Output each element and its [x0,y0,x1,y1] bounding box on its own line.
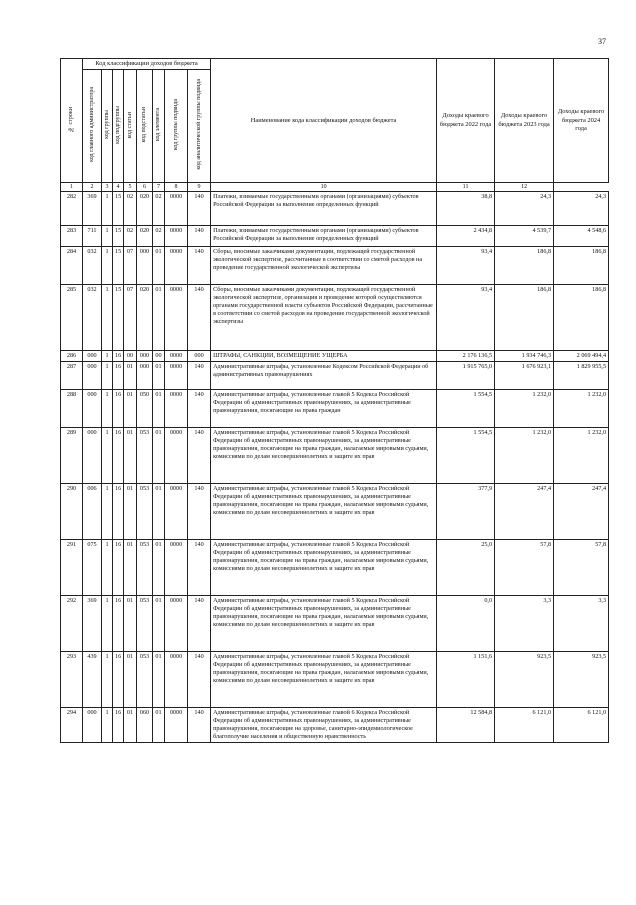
table-row [61,192,609,226]
row-number: 282 [61,192,83,226]
revenue-2022: 2 176 136,5 [437,351,495,362]
row-number-header: № строки [61,59,83,183]
row-number: 292 [61,596,83,652]
article-code: 01 [124,390,137,428]
revenue-name: Административные штрафы, установленные главой 5 Кодекса Российской Федерации об административных правонарушениях, за административные правонарушения, посягающие на права граждан, налагаемые мировыми судьями, комиссиями по делам несовершеннолетних и защите их прав [211,540,437,596]
element-code: 02 [153,226,165,247]
revenue-table [60,58,609,743]
element-code: 01 [153,428,165,484]
column-number: 11 [437,183,495,192]
analytic-group-code: 140 [188,192,211,226]
code-subtype-group-header: код группы подвида [165,70,188,183]
revenue-2024: 923,5 [554,652,609,708]
code-subarticle-header: код подстатьи [137,70,153,183]
element-code: 01 [153,708,165,743]
table-row [61,484,609,540]
subarticle-code: 050 [137,390,153,428]
subgroup-code: 15 [113,247,124,285]
article-code: 02 [124,226,137,247]
revenue-2023: 3,3 [495,596,554,652]
column-number: 2 [83,183,102,192]
revenue-2022: 377,9 [437,484,495,540]
row-number: 283 [61,226,83,247]
subarticle-code: 020 [137,192,153,226]
element-code: 01 [153,652,165,708]
column-number: 6 [137,183,153,192]
analytic-group-code: 140 [188,226,211,247]
revenue-2024: 6 121,0 [554,708,609,743]
admin-code: 369 [83,596,102,652]
article-code: 01 [124,596,137,652]
admin-code: 006 [83,484,102,540]
subtype-group-code: 0000 [165,362,188,390]
subtype-group-code: 0000 [165,247,188,285]
subgroup-code: 16 [113,428,124,484]
column-number: 1 [61,183,83,192]
row-number: 287 [61,362,83,390]
revenue-name: Административные штрафы, установленные Кодексом Российской Федерации об административных правонарушениях [211,362,437,390]
column-number: 7 [153,183,165,192]
subgroup-code: 16 [113,390,124,428]
revenue-2023: 1 232,0 [495,428,554,484]
revenue-2024: 186,8 [554,285,609,351]
revenue-name: Административные штрафы, установленные главой 6 Кодекса Российской Федерации об административных правонарушениях, за административные правонарушения, посягающие на здоровье, санитарно-эпидемиологическое благополучие населения и общественную нравственность [211,708,437,743]
revenue-2023: 247,4 [495,484,554,540]
analytic-group-code: 140 [188,708,211,743]
year-2022-header: Доходы краевого бюджета 2022 года [437,59,495,183]
element-code: 01 [153,362,165,390]
subtype-group-code: 0000 [165,652,188,708]
subtype-group-code: 0000 [165,708,188,743]
admin-code: 711 [83,226,102,247]
code-subgroup-header: код подгруппы [113,70,124,183]
element-code: 01 [153,484,165,540]
revenue-2023: 6 121,0 [495,708,554,743]
column-number: 3 [102,183,113,192]
revenue-2023: 186,8 [495,285,554,351]
code-admin-header: код главного администратора [83,70,102,183]
revenue-2023: 1 676 923,1 [495,362,554,390]
analytic-group-code: 000 [188,351,211,362]
year-2023-header: Доходы краевого бюджета 2023 года [495,59,554,183]
row-number: 289 [61,428,83,484]
column-number: 4 [113,183,124,192]
article-code: 00 [124,351,137,362]
subgroup-code: 15 [113,226,124,247]
code-article-header: код статьи [124,70,137,183]
column-number-row [61,183,609,192]
year-2024-header: Доходы краевого бюджета 2024 года [554,59,609,183]
page-number: 37 [598,37,606,46]
subarticle-code: 053 [137,652,153,708]
revenue-2022: 1 151,6 [437,652,495,708]
revenue-name: Административные штрафы, установленные главой 5 Кодекса Российской Федерации об административных правонарушениях, за административные правонарушения, посягающие на права граждан, налагаемые мировыми судьями, комиссиями по делам несовершеннолетних и защите их прав [211,428,437,484]
row-number: 293 [61,652,83,708]
revenue-2022: 0,0 [437,596,495,652]
group-code: 1 [102,247,113,285]
revenue-2024: 57,8 [554,540,609,596]
revenue-name: Сборы, вносимые заказчиками документации, подлежащей государственной экологической экспертизе, рассчитанные в соответствии со сметой расходов на проведение государственной экологической экспертизы [211,247,437,285]
group-code: 1 [102,390,113,428]
subgroup-code: 15 [113,285,124,351]
revenue-2024: 247,4 [554,484,609,540]
subtype-group-code: 0000 [165,428,188,484]
element-code: 02 [153,192,165,226]
subarticle-code: 053 [137,484,153,540]
code-group-header: код группы [102,70,113,183]
revenue-name: Административные штрафы, установленные главой 5 Кодекса Российской Федерации об административных правонарушениях, за административные правонарушения, посягающие на права граждан [211,390,437,428]
analytic-group-code: 140 [188,362,211,390]
subtype-group-code: 0000 [165,285,188,351]
analytic-group-code: 140 [188,390,211,428]
subgroup-code: 16 [113,540,124,596]
analytic-group-code: 140 [188,247,211,285]
revenue-2023: 1 232,0 [495,390,554,428]
element-code: 01 [153,247,165,285]
revenue-2024: 24,3 [554,192,609,226]
revenue-2024: 1 232,0 [554,428,609,484]
revenue-2022: 93,4 [437,285,495,351]
revenue-2022: 25,0 [437,540,495,596]
table-row [61,390,609,428]
table-row [61,362,609,390]
subarticle-code: 020 [137,226,153,247]
subtype-group-code: 0000 [165,596,188,652]
admin-code: 032 [83,247,102,285]
revenue-2024: 186,8 [554,247,609,285]
group-code: 1 [102,540,113,596]
revenue-name: Сборы, вносимые заказчиками документации, подлежащей государственной экологической экспертизе, организация и проведение которой осуществляются органами государственной власти субъектов Российской Федерации, рассчитанные в соответствии со сметой расходов на проведение государственной экологической экспертизы [211,285,437,351]
admin-code: 439 [83,652,102,708]
classification-group-header: Код классификации доходов бюджета [83,59,211,70]
admin-code: 032 [83,285,102,351]
table-row [61,428,609,484]
element-code: 01 [153,390,165,428]
analytic-group-code: 140 [188,540,211,596]
admin-code: 000 [83,390,102,428]
revenue-2022: 12 584,8 [437,708,495,743]
table-row [61,226,609,247]
article-code: 01 [124,540,137,596]
subarticle-code: 000 [137,351,153,362]
group-code: 1 [102,285,113,351]
revenue-2022: 1 554,5 [437,390,495,428]
group-code: 1 [102,192,113,226]
code-element-header: код элемента [153,70,165,183]
row-number: 285 [61,285,83,351]
revenue-name: ШТРАФЫ, САНКЦИИ, ВОЗМЕЩЕНИЕ УЩЕРБА [211,351,437,362]
column-number: 10 [211,183,437,192]
table-row [61,708,609,743]
column-number: 8 [165,183,188,192]
subarticle-code: 053 [137,596,153,652]
revenue-2024: 4 548,6 [554,226,609,247]
table-row [61,351,609,362]
revenue-2023: 1 934 746,3 [495,351,554,362]
subarticle-code: 060 [137,708,153,743]
code-analytic-group-header: код аналитической группы подвида [188,70,211,183]
table-body [61,192,609,743]
table-row [61,540,609,596]
article-code: 01 [124,652,137,708]
article-code: 01 [124,428,137,484]
admin-code: 000 [83,708,102,743]
subtype-group-code: 0000 [165,226,188,247]
subgroup-code: 16 [113,351,124,362]
group-code: 1 [102,596,113,652]
table-row [61,652,609,708]
row-number: 286 [61,351,83,362]
revenue-name: Платежи, взимаемые государственными органами (организациями) субъектов Российской Федерации за выполнение определенных функций [211,226,437,247]
article-code: 07 [124,247,137,285]
article-code: 01 [124,484,137,540]
revenue-2023: 186,8 [495,247,554,285]
subgroup-code: 16 [113,362,124,390]
revenue-2024: 2 069 494,4 [554,351,609,362]
element-code: 01 [153,540,165,596]
analytic-group-code: 140 [188,484,211,540]
row-number: 284 [61,247,83,285]
subtype-group-code: 0000 [165,540,188,596]
element-code: 01 [153,285,165,351]
admin-code: 000 [83,362,102,390]
subarticle-code: 053 [137,428,153,484]
subtype-group-code: 0000 [165,484,188,540]
analytic-group-code: 140 [188,428,211,484]
revenue-2023: 4 539,7 [495,226,554,247]
revenue-2022: 2 434,8 [437,226,495,247]
revenue-name: Платежи, взимаемые государственными органами (организациями) субъектов Российской Федерации за выполнение определенных функций [211,192,437,226]
row-number: 288 [61,390,83,428]
article-code: 01 [124,362,137,390]
article-code: 07 [124,285,137,351]
subarticle-code: 053 [137,540,153,596]
row-number: 290 [61,484,83,540]
article-code: 01 [124,708,137,743]
admin-code: 000 [83,351,102,362]
revenue-2023: 24,3 [495,192,554,226]
column-number: 12 [495,183,554,192]
revenue-2022: 38,8 [437,192,495,226]
group-code: 1 [102,351,113,362]
admin-code: 075 [83,540,102,596]
column-number: 5 [124,183,137,192]
subtype-group-code: 0000 [165,351,188,362]
revenue-2022: 93,4 [437,247,495,285]
subarticle-code: 000 [137,247,153,285]
group-code: 1 [102,652,113,708]
row-number: 291 [61,540,83,596]
admin-code: 000 [83,428,102,484]
table-row [61,596,609,652]
revenue-2023: 57,8 [495,540,554,596]
revenue-2024: 1 829 955,5 [554,362,609,390]
subtype-group-code: 0000 [165,390,188,428]
subtype-group-code: 0000 [165,192,188,226]
revenue-2022: 1 554,5 [437,428,495,484]
subgroup-code: 16 [113,708,124,743]
revenue-name: Административные штрафы, установленные главой 5 Кодекса Российской Федерации об административных правонарушениях, за административные правонарушения, посягающие на права граждан, налагаемые мировыми судьями, комиссиями по делам несовершеннолетних и защите их прав [211,652,437,708]
column-number: 9 [188,183,211,192]
element-code: 00 [153,351,165,362]
subarticle-code: 000 [137,362,153,390]
revenue-2022: 1 915 765,0 [437,362,495,390]
group-code: 1 [102,428,113,484]
table-row [61,247,609,285]
table-row [61,285,609,351]
analytic-group-code: 140 [188,652,211,708]
table-header [61,59,609,192]
revenue-2024: 1 232,0 [554,390,609,428]
revenue-name: Административные штрафы, установленные главой 5 Кодекса Российской Федерации об административных правонарушениях, за административные правонарушения, посягающие на права граждан, налагаемые мировыми судьями, комиссиями по делам несовершеннолетних и защите их прав [211,596,437,652]
group-code: 1 [102,226,113,247]
subgroup-code: 16 [113,596,124,652]
revenue-name: Административные штрафы, установленные главой 5 Кодекса Российской Федерации об административных правонарушениях, за административные правонарушения, посягающие на права граждан, налагаемые мировыми судьями, комиссиями по делам несовершеннолетних и защите их прав [211,484,437,540]
row-number: 294 [61,708,83,743]
admin-code: 369 [83,192,102,226]
subgroup-code: 15 [113,192,124,226]
analytic-group-code: 140 [188,596,211,652]
article-code: 02 [124,192,137,226]
group-code: 1 [102,362,113,390]
revenue-2023: 923,5 [495,652,554,708]
subgroup-code: 16 [113,652,124,708]
revenue-2024: 3,3 [554,596,609,652]
analytic-group-code: 140 [188,285,211,351]
subarticle-code: 020 [137,285,153,351]
group-code: 1 [102,484,113,540]
group-code: 1 [102,708,113,743]
name-header: Наименование кода классификации доходов бюджета [211,59,437,183]
subgroup-code: 16 [113,484,124,540]
element-code: 01 [153,596,165,652]
